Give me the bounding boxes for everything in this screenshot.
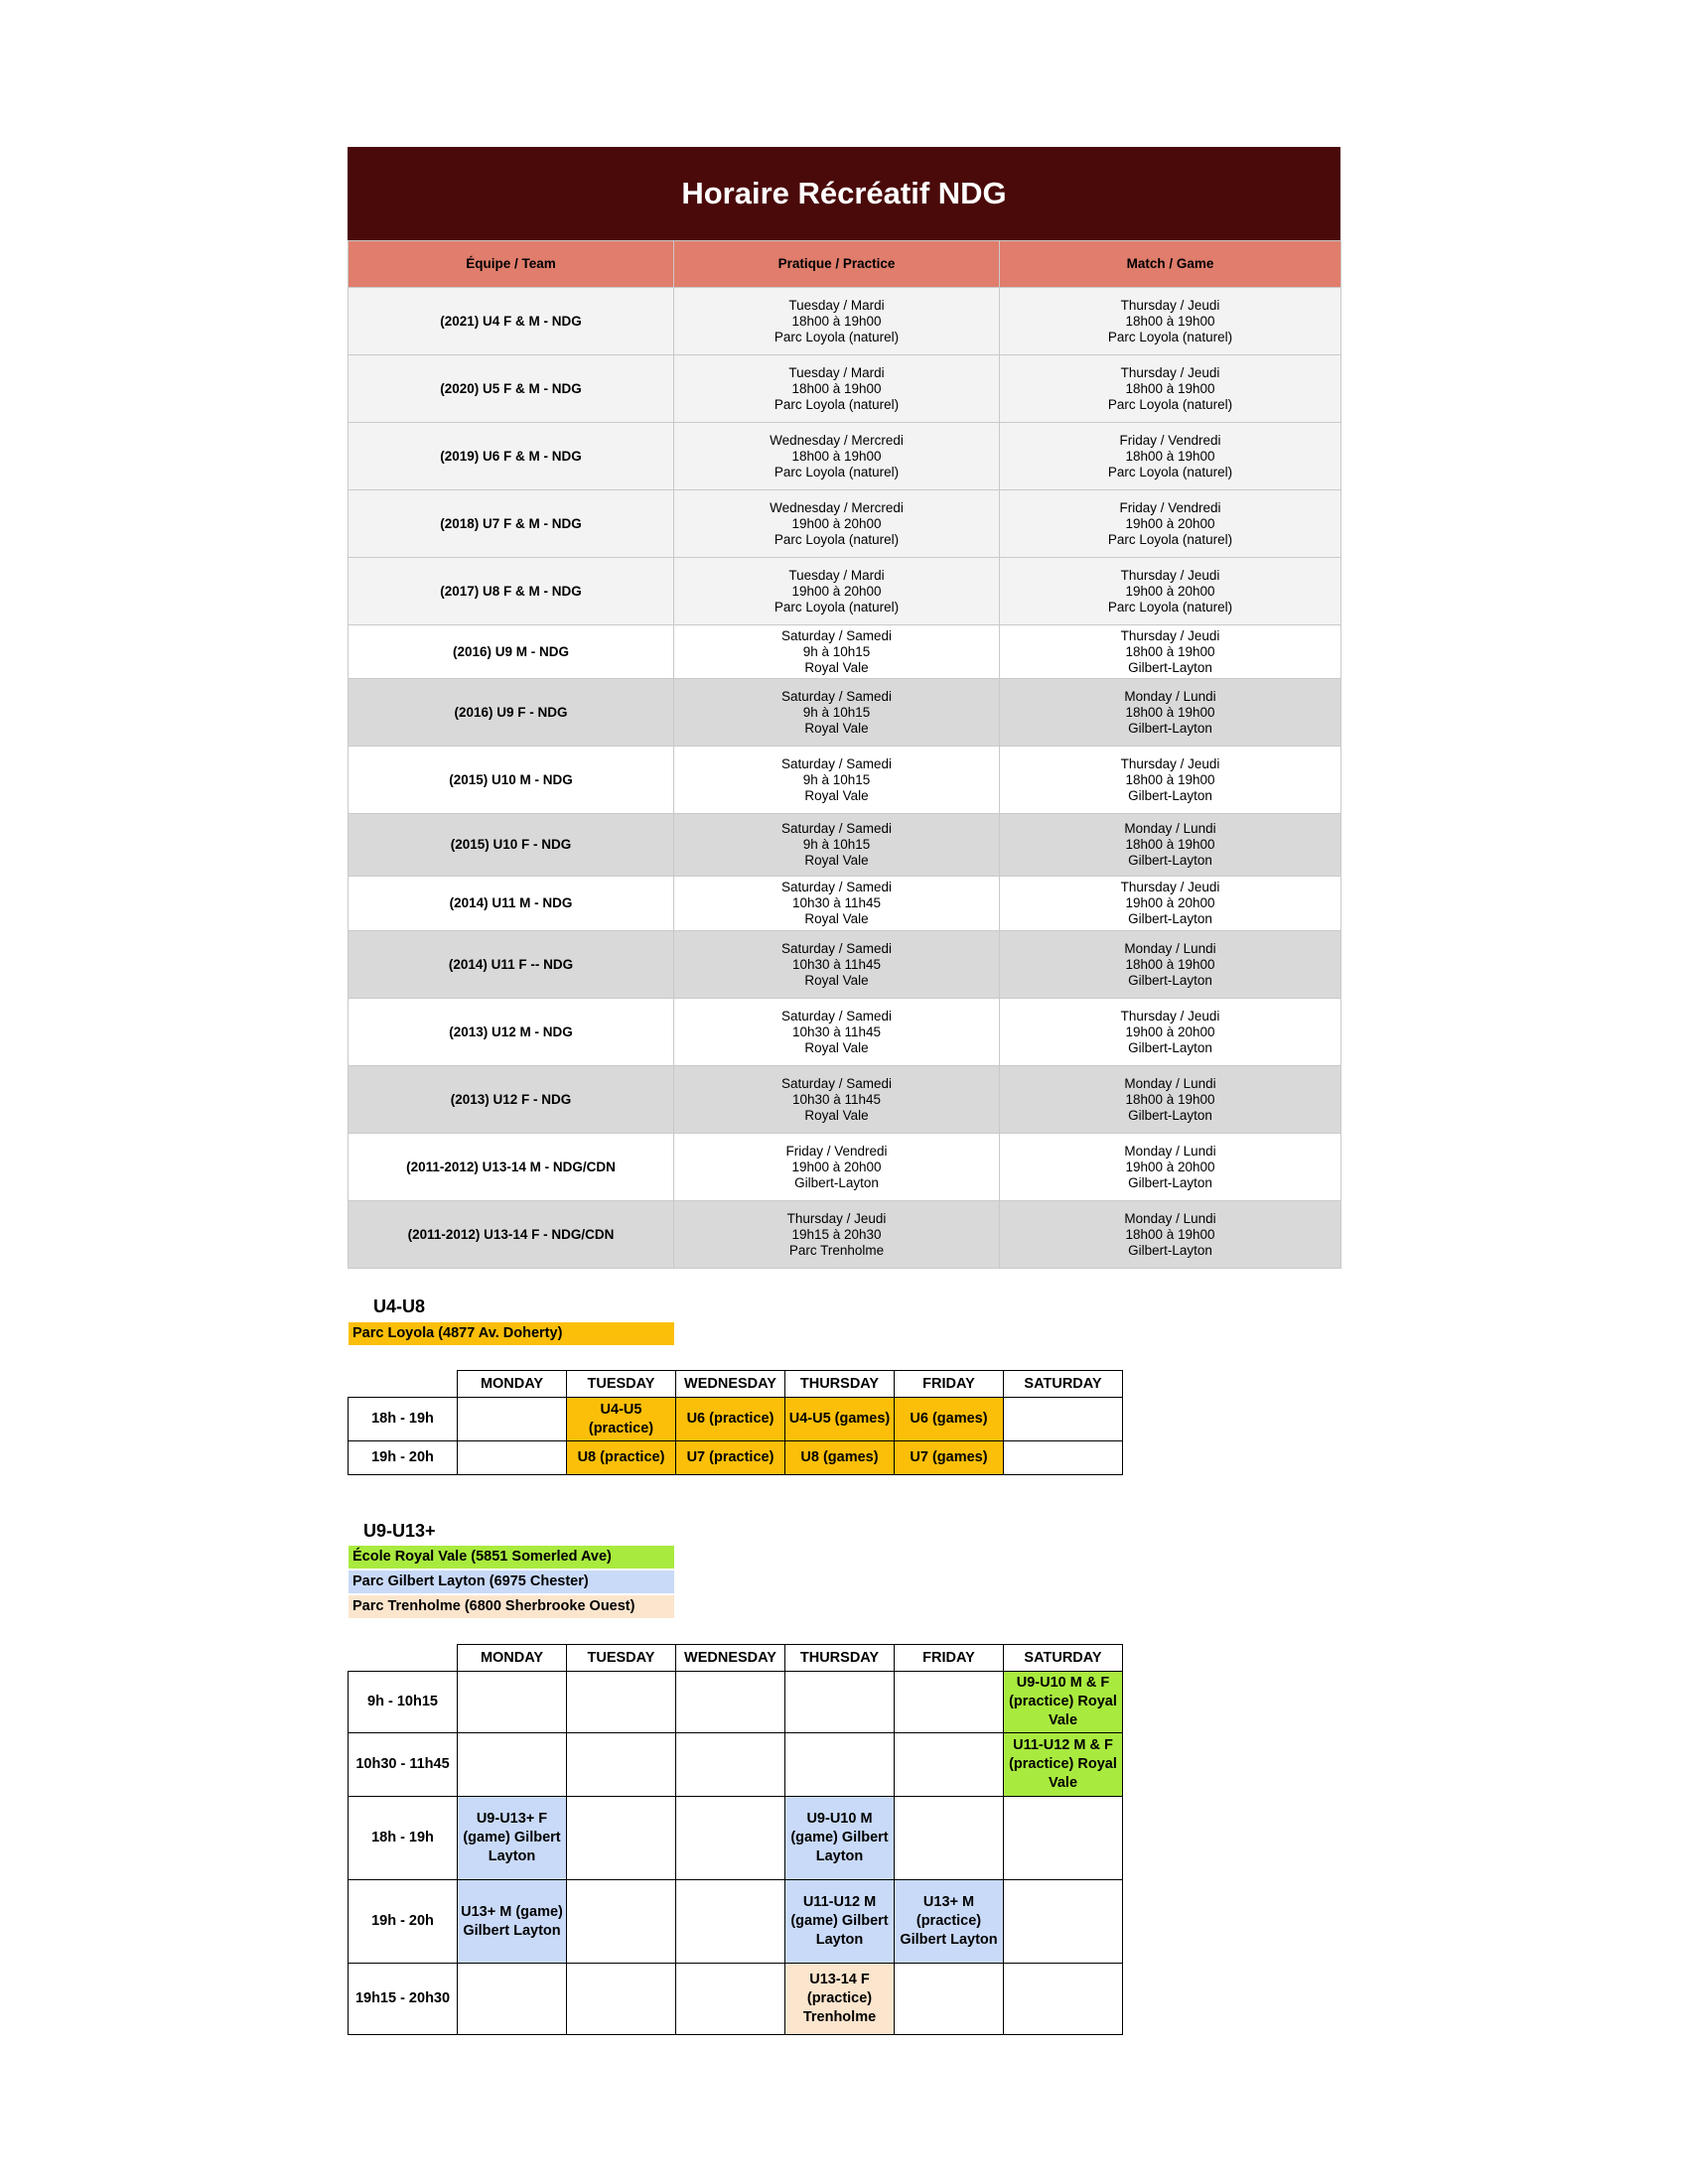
u4-u8-weekly-grid [348, 1370, 1123, 1475]
schedule-block: U4-U5 (practice) [567, 1398, 676, 1441]
game-line: Gilbert-Layton [1128, 720, 1212, 736]
empty-cell [785, 1733, 895, 1797]
team-name-cell: (2018) U7 F & M - NDG [349, 490, 674, 558]
game-line: 18h00 à 19h00 [1125, 448, 1215, 464]
table-header-row [349, 241, 1341, 288]
time-slot-cell: 19h - 20h [349, 1880, 458, 1964]
schedule-block: U7 (games) [895, 1441, 1004, 1475]
practice-line: Wednesday / Mercredi [770, 432, 904, 448]
game-line: Monday / Lundi [1124, 688, 1216, 704]
game-line: Parc Loyola (naturel) [1107, 464, 1233, 479]
game-line: 18h00 à 19h00 [1125, 771, 1215, 787]
table-row [349, 288, 1341, 355]
practice-line: Parc Loyola (naturel) [774, 329, 900, 344]
schedule-block: U9-U10 M (game) Gilbert Layton [785, 1797, 895, 1880]
time-slot-cell: 9h - 10h15 [349, 1672, 458, 1733]
practice-cell [674, 679, 1000, 747]
column-header-game: Match / Game [1000, 241, 1341, 288]
game-line: 18h00 à 19h00 [1125, 837, 1215, 852]
practice-line: 19h00 à 20h00 [791, 515, 882, 531]
empty-cell [676, 1964, 785, 2035]
game-line: Gilbert-Layton [1128, 853, 1212, 868]
game-line: 18h00 à 19h00 [1125, 704, 1215, 720]
empty-cell [895, 1797, 1004, 1880]
schedule-block: U11-U12 M & F (practice) Royal Vale [1004, 1733, 1123, 1797]
table-row [349, 490, 1341, 558]
game-cell [1000, 1066, 1341, 1134]
page-title: Horaire Récréatif NDG [348, 147, 1340, 240]
team-name-cell: (2015) U10 F - NDG [349, 814, 674, 877]
empty-cell [567, 1672, 676, 1733]
schedule-block: U11-U12 M (game) Gilbert Layton [785, 1880, 895, 1964]
game-cell [1000, 625, 1341, 679]
grid-row [349, 1398, 1123, 1441]
team-name-cell: (2019) U6 F & M - NDG [349, 423, 674, 490]
empty-cell [895, 1733, 1004, 1797]
game-cell [1000, 877, 1341, 931]
empty-cell [567, 1733, 676, 1797]
team-name-cell: (2013) U12 M - NDG [349, 999, 674, 1066]
empty-cell [1004, 1441, 1123, 1475]
day-header-thursday: THURSDAY [785, 1371, 895, 1398]
team-name-cell: (2011-2012) U13-14 F - NDG/CDN [349, 1201, 674, 1269]
practice-line: 19h00 à 20h00 [791, 583, 882, 599]
practice-line: Saturday / Samedi [780, 1075, 893, 1091]
practice-line: Parc Loyola (naturel) [774, 396, 900, 412]
practice-line: Wednesday / Mercredi [770, 499, 904, 515]
practice-line: Parc Loyola (naturel) [774, 531, 900, 547]
table-row [349, 877, 1341, 931]
table-row [349, 999, 1341, 1066]
day-header-wednesday: WEDNESDAY [676, 1371, 785, 1398]
empty-cell [895, 1672, 1004, 1733]
game-line: 18h00 à 19h00 [1125, 956, 1215, 972]
grid-row [349, 1964, 1123, 2035]
practice-cell [674, 490, 1000, 558]
practice-line: Gilbert-Layton [794, 1174, 879, 1190]
table-row [349, 1201, 1341, 1269]
game-cell [1000, 1201, 1341, 1269]
legend-trenholme: Parc Trenholme (6800 Sherbrooke Ouest) [349, 1595, 674, 1618]
game-cell [1000, 355, 1341, 423]
game-cell [1000, 490, 1341, 558]
game-cell [1000, 999, 1341, 1066]
game-cell [1000, 558, 1341, 625]
time-slot-cell: 19h15 - 20h30 [349, 1964, 458, 2035]
practice-cell [674, 423, 1000, 490]
game-line: 18h00 à 19h00 [1125, 380, 1215, 396]
team-schedule-table [348, 240, 1341, 1269]
grid-row [349, 1672, 1123, 1733]
empty-cell [676, 1733, 785, 1797]
schedule-block: U13+ M (game) Gilbert Layton [458, 1880, 567, 1964]
game-line: 19h00 à 20h00 [1125, 583, 1215, 599]
empty-cell [458, 1672, 567, 1733]
day-header-saturday: SATURDAY [1004, 1371, 1123, 1398]
practice-line: 10h30 à 11h45 [791, 1091, 882, 1107]
schedule-block: U8 (practice) [567, 1441, 676, 1475]
practice-line: 19h15 à 20h30 [791, 1226, 882, 1242]
game-line: 19h00 à 20h00 [1125, 1159, 1215, 1174]
team-name-cell: (2013) U12 F - NDG [349, 1066, 674, 1134]
empty-cell [1004, 1398, 1123, 1441]
game-line: Parc Loyola (naturel) [1107, 599, 1233, 614]
team-name-cell: (2014) U11 F -- NDG [349, 931, 674, 999]
practice-line: 18h00 à 19h00 [791, 380, 882, 396]
empty-cell [567, 1797, 676, 1880]
team-name-cell: (2021) U4 F & M - NDG [349, 288, 674, 355]
empty-cell [1004, 1797, 1123, 1880]
game-line: 18h00 à 19h00 [1125, 313, 1215, 329]
game-line: Monday / Lundi [1124, 1075, 1216, 1091]
game-line: Thursday / Jeudi [1120, 880, 1220, 894]
game-line: Parc Loyola (naturel) [1107, 329, 1233, 344]
game-line: Monday / Lundi [1124, 940, 1216, 956]
day-header-wednesday: WEDNESDAY [676, 1645, 785, 1672]
schedule-block: U8 (games) [785, 1441, 895, 1475]
empty-cell [1004, 1880, 1123, 1964]
day-header-monday: MONDAY [458, 1371, 567, 1398]
practice-line: Parc Loyola (naturel) [774, 464, 900, 479]
time-slot-cell: 18h - 19h [349, 1797, 458, 1880]
empty-cell [785, 1672, 895, 1733]
game-cell [1000, 747, 1341, 814]
practice-line: 18h00 à 19h00 [791, 313, 882, 329]
column-header-team: Équipe / Team [349, 241, 674, 288]
empty-cell [458, 1441, 567, 1475]
empty-cell [676, 1880, 785, 1964]
practice-line: Tuesday / Mardi [788, 297, 885, 313]
practice-line: Parc Trenholme [788, 1242, 885, 1258]
game-line: Parc Loyola (naturel) [1107, 531, 1233, 547]
empty-cell [1004, 1964, 1123, 2035]
empty-cell [567, 1880, 676, 1964]
game-cell [1000, 931, 1341, 999]
schedule-block: U13-14 F (practice) Trenholme [785, 1964, 895, 2035]
game-line: Thursday / Jeudi [1120, 297, 1220, 313]
empty-cell [458, 1398, 567, 1441]
practice-line: Royal Vale [804, 972, 869, 988]
day-header-tuesday: TUESDAY [567, 1371, 676, 1398]
practice-cell [674, 931, 1000, 999]
practice-line: 10h30 à 11h45 [791, 1024, 882, 1039]
practice-cell [674, 877, 1000, 931]
practice-line: Parc Loyola (naturel) [774, 599, 900, 614]
game-line: Friday / Vendredi [1119, 432, 1221, 448]
game-line: Gilbert-Layton [1128, 1242, 1212, 1258]
schedule-block: U13+ M (practice) Gilbert Layton [895, 1880, 1004, 1964]
practice-line: 9h à 10h15 [802, 704, 871, 720]
game-line: 19h00 à 20h00 [1125, 515, 1215, 531]
game-cell [1000, 814, 1341, 877]
table-row [349, 931, 1341, 999]
game-line: 18h00 à 19h00 [1125, 1226, 1215, 1242]
day-header-friday: FRIDAY [895, 1645, 1004, 1672]
game-cell [1000, 423, 1341, 490]
game-line: Monday / Lundi [1124, 1143, 1216, 1159]
team-name-cell: (2020) U5 F & M - NDG [349, 355, 674, 423]
practice-line: 9h à 10h15 [802, 837, 871, 852]
table-row [349, 355, 1341, 423]
table-row [349, 558, 1341, 625]
game-line: 19h00 à 20h00 [1125, 1024, 1215, 1039]
practice-line: Thursday / Jeudi [786, 1210, 887, 1226]
schedule-block: U9-U10 M & F (practice) Royal Vale [1004, 1672, 1123, 1733]
grid-row [349, 1441, 1123, 1475]
schedule-block: U9-U13+ F (game) Gilbert Layton [458, 1797, 567, 1880]
team-name-cell: (2015) U10 M - NDG [349, 747, 674, 814]
practice-line: 18h00 à 19h00 [791, 448, 882, 464]
legend-gilbert-layton: Parc Gilbert Layton (6975 Chester) [349, 1570, 674, 1593]
game-line: Thursday / Jeudi [1120, 755, 1220, 771]
game-cell [1000, 679, 1341, 747]
time-slot-cell: 10h30 - 11h45 [349, 1733, 458, 1797]
practice-cell [674, 814, 1000, 877]
game-line: Gilbert-Layton [1128, 1039, 1212, 1055]
empty-cell [458, 1964, 567, 2035]
practice-line: Saturday / Samedi [780, 1008, 893, 1024]
practice-line: Royal Vale [804, 659, 869, 675]
team-name-cell: (2017) U8 F & M - NDG [349, 558, 674, 625]
game-line: Thursday / Jeudi [1120, 364, 1220, 380]
practice-line: Royal Vale [804, 853, 869, 868]
practice-cell [674, 1201, 1000, 1269]
practice-cell [674, 355, 1000, 423]
table-row [349, 814, 1341, 877]
practice-line: Royal Vale [804, 720, 869, 736]
legend-parc-loyola: Parc Loyola (4877 Av. Doherty) [349, 1322, 674, 1345]
practice-cell [674, 288, 1000, 355]
practice-line: Saturday / Samedi [780, 627, 893, 643]
practice-cell [674, 1134, 1000, 1201]
game-line: Thursday / Jeudi [1120, 627, 1220, 643]
grid-row [349, 1733, 1123, 1797]
section-title-u9-u13: U9-U13+ [363, 1521, 436, 1541]
game-line: 18h00 à 19h00 [1125, 643, 1215, 659]
practice-line: Royal Vale [804, 787, 869, 803]
practice-line: Tuesday / Mardi [788, 567, 885, 583]
day-header-thursday: THURSDAY [785, 1645, 895, 1672]
team-name-cell: (2011-2012) U13-14 M - NDG/CDN [349, 1134, 674, 1201]
practice-line: Saturday / Samedi [780, 755, 893, 771]
practice-line: Friday / Vendredi [785, 1143, 888, 1159]
main-schedule [348, 147, 1340, 1269]
schedule-block: U6 (games) [895, 1398, 1004, 1441]
empty-cell [458, 1733, 567, 1797]
game-line: Thursday / Jeudi [1120, 567, 1220, 583]
game-line: 19h00 à 20h00 [1125, 895, 1215, 910]
game-line: Monday / Lundi [1124, 821, 1216, 836]
empty-cell [676, 1797, 785, 1880]
grid-row [349, 1880, 1123, 1964]
grid-row [349, 1797, 1123, 1880]
column-header-practice: Pratique / Practice [674, 241, 1000, 288]
empty-cell [895, 1964, 1004, 2035]
practice-cell [674, 625, 1000, 679]
table-row [349, 747, 1341, 814]
team-name-cell: (2016) U9 M - NDG [349, 625, 674, 679]
schedule-block: U4-U5 (games) [785, 1398, 895, 1441]
practice-line: 9h à 10h15 [802, 643, 871, 659]
schedule-block: U7 (practice) [676, 1441, 785, 1475]
game-line: Monday / Lundi [1124, 1210, 1216, 1226]
practice-line: Saturday / Samedi [780, 688, 893, 704]
practice-line: 9h à 10h15 [802, 771, 871, 787]
practice-cell [674, 999, 1000, 1066]
practice-line: 19h00 à 20h00 [791, 1159, 882, 1174]
day-header-friday: FRIDAY [895, 1371, 1004, 1398]
game-cell [1000, 1134, 1341, 1201]
game-line: Gilbert-Layton [1128, 659, 1212, 675]
table-row [349, 423, 1341, 490]
team-name-cell: (2016) U9 F - NDG [349, 679, 674, 747]
grid-corner [349, 1371, 458, 1398]
game-line: Thursday / Jeudi [1120, 1008, 1220, 1024]
practice-cell [674, 558, 1000, 625]
empty-cell [567, 1964, 676, 2035]
section-title-u4-u8: U4-U8 [373, 1297, 426, 1316]
table-row [349, 679, 1341, 747]
practice-line: Saturday / Samedi [780, 880, 893, 894]
grid-corner [349, 1645, 458, 1672]
empty-cell [676, 1672, 785, 1733]
practice-line: Saturday / Samedi [780, 821, 893, 836]
time-slot-cell: 19h - 20h [349, 1441, 458, 1475]
u9-u13-weekly-grid [348, 1644, 1123, 2035]
table-row [349, 625, 1341, 679]
table-row [349, 1066, 1341, 1134]
practice-cell [674, 1066, 1000, 1134]
game-line: 18h00 à 19h00 [1125, 1091, 1215, 1107]
game-line: Gilbert-Layton [1128, 1174, 1212, 1190]
day-header-saturday: SATURDAY [1004, 1645, 1123, 1672]
practice-line: 10h30 à 11h45 [791, 956, 882, 972]
game-line: Gilbert-Layton [1128, 787, 1212, 803]
practice-line: Royal Vale [804, 1039, 869, 1055]
day-header-monday: MONDAY [458, 1645, 567, 1672]
practice-cell [674, 747, 1000, 814]
legend-royal-vale: École Royal Vale (5851 Somerled Ave) [349, 1546, 674, 1569]
practice-line: Saturday / Samedi [780, 940, 893, 956]
game-line: Parc Loyola (naturel) [1107, 396, 1233, 412]
table-row [349, 1134, 1341, 1201]
game-line: Gilbert-Layton [1128, 1107, 1212, 1123]
practice-line: Royal Vale [804, 911, 869, 926]
team-name-cell: (2014) U11 M - NDG [349, 877, 674, 931]
practice-line: 10h30 à 11h45 [791, 895, 882, 910]
game-line: Gilbert-Layton [1128, 972, 1212, 988]
day-header-tuesday: TUESDAY [567, 1645, 676, 1672]
practice-line: Tuesday / Mardi [788, 364, 885, 380]
practice-line: Royal Vale [804, 1107, 869, 1123]
time-slot-cell: 18h - 19h [349, 1398, 458, 1441]
game-line: Gilbert-Layton [1128, 911, 1212, 926]
game-line: Friday / Vendredi [1119, 499, 1221, 515]
schedule-block: U6 (practice) [676, 1398, 785, 1441]
game-cell [1000, 288, 1341, 355]
